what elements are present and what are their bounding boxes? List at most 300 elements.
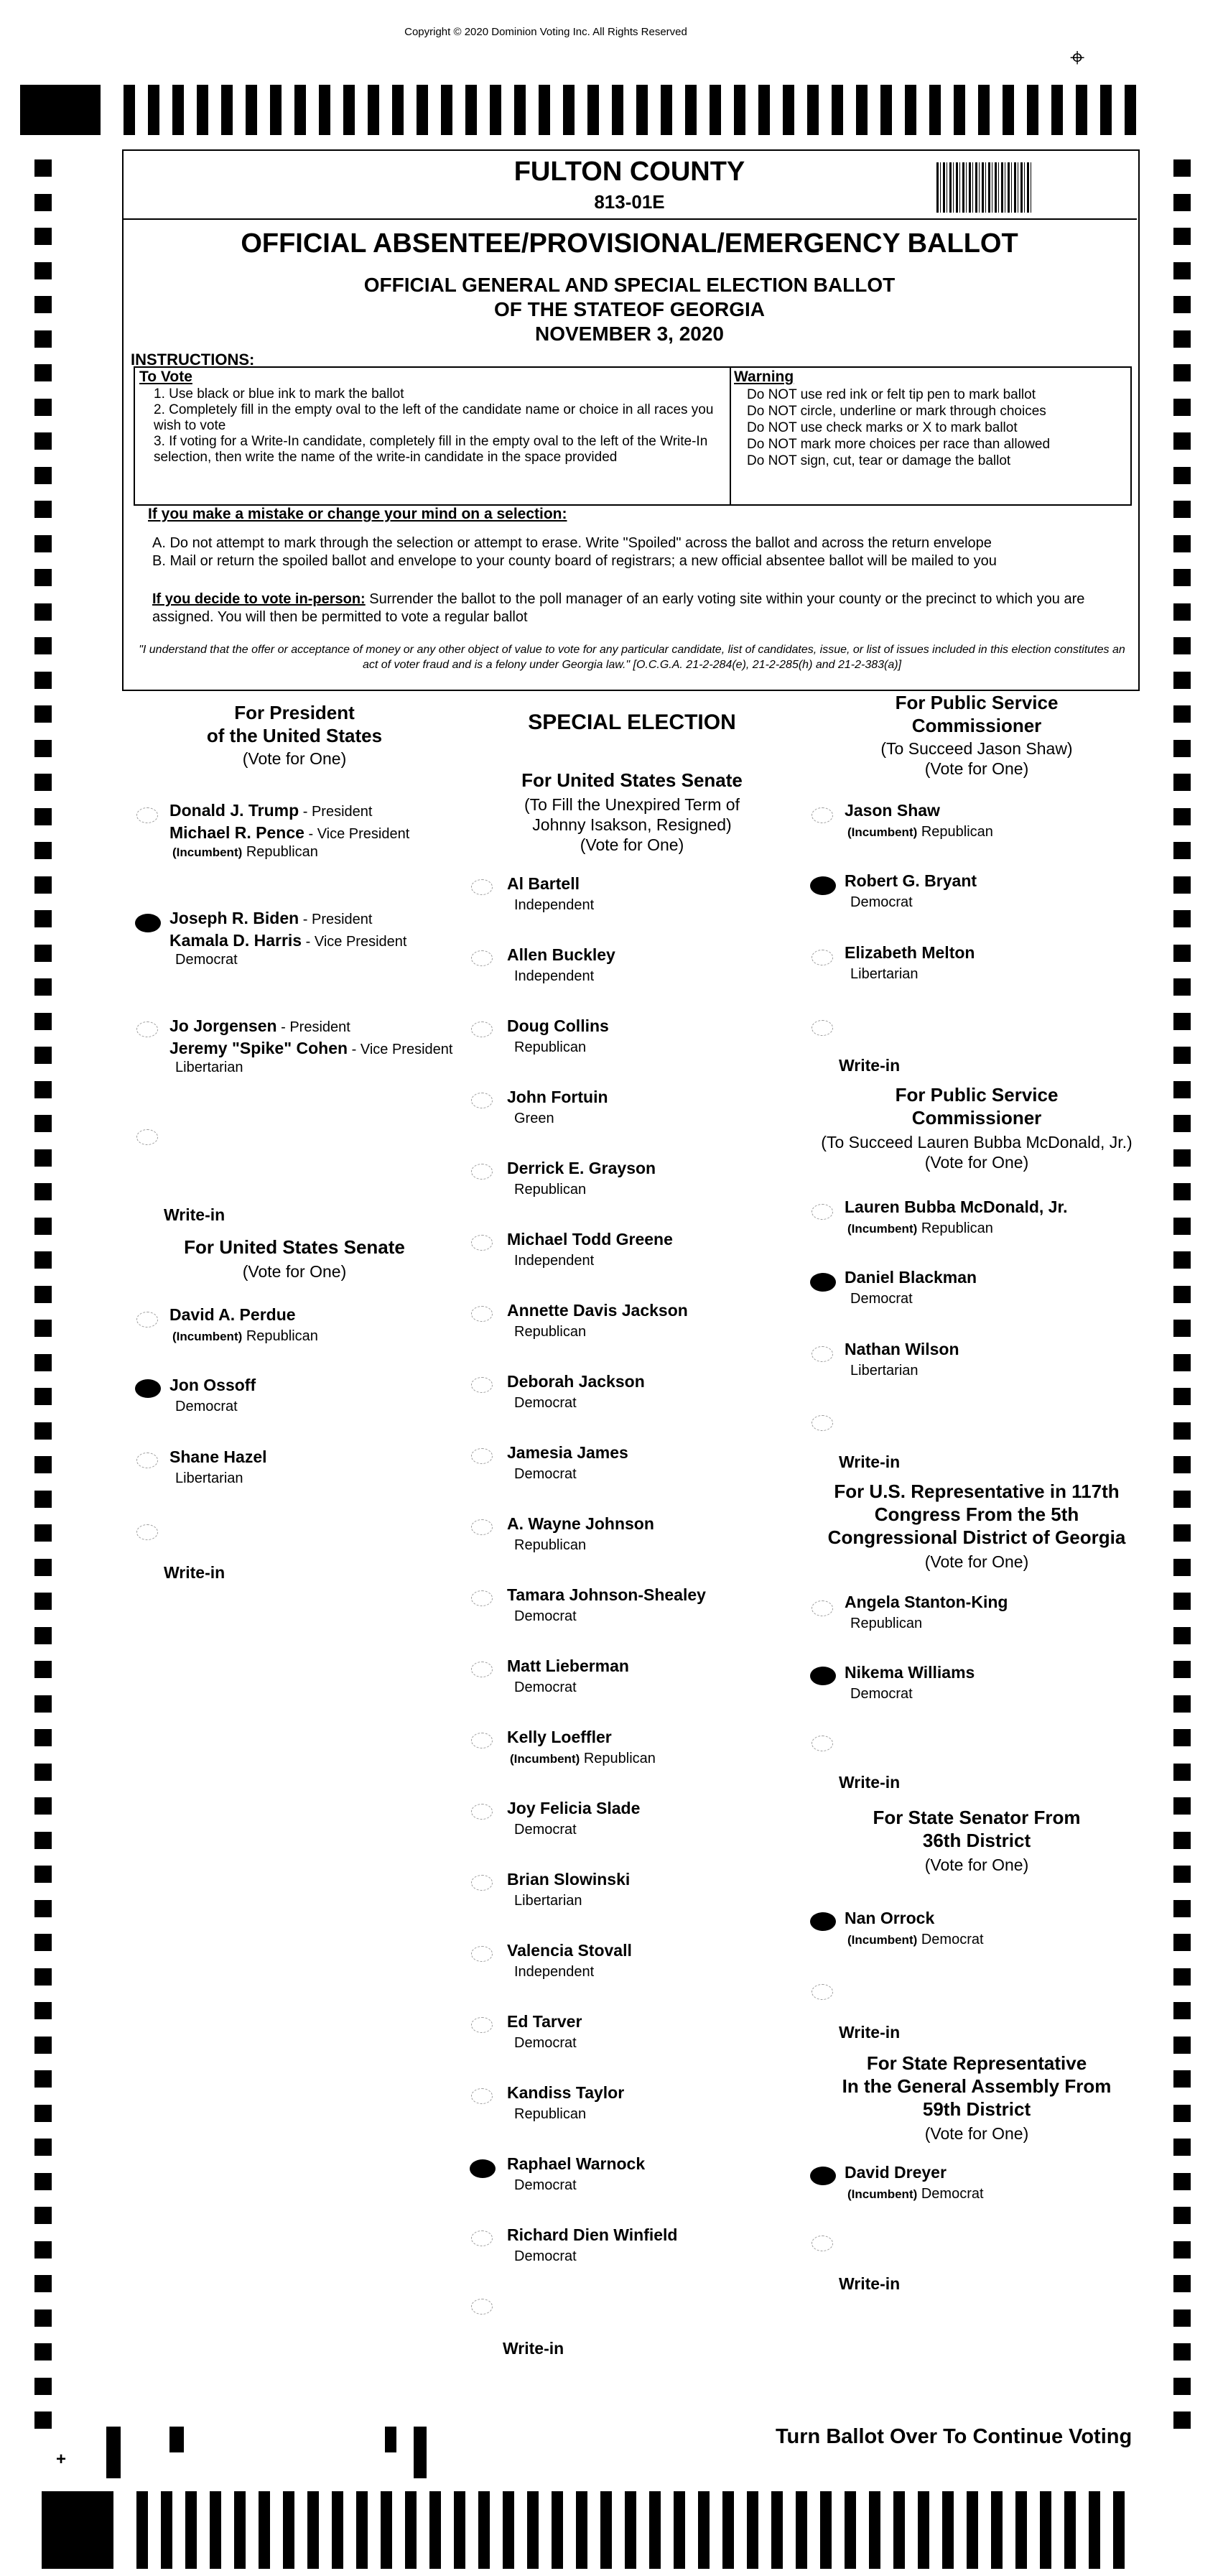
timing-bar: [246, 85, 257, 135]
timing-bar: [625, 2491, 636, 2569]
timing-mark: [34, 1559, 52, 1576]
timing-mark: [1173, 194, 1191, 211]
timing-mark: [34, 2241, 52, 2258]
mistake-a: A. Do not attempt to mark through the selection or attempt to erase. Write "Spoiled" across the ballot and across the return envelope: [152, 535, 992, 551]
party-name: Republican: [514, 1324, 587, 1340]
candidate-ossoff: Jon Ossoff: [169, 1376, 256, 1394]
timing-mark: [34, 1900, 52, 1917]
in-person-text: Surrender the ballot to the poll manager of an early voting site within your county or the precinct to which you are assigned. You will then be permitted to vote a regular ballot: [152, 591, 1085, 625]
timing-mark: [1173, 1081, 1191, 1098]
timing-mark: [34, 1661, 52, 1678]
registration-plus-icon: +: [56, 2450, 67, 2469]
party-name: Democrat: [514, 2035, 577, 2051]
timing-bar: [478, 2491, 490, 2569]
timing-mark: [34, 1764, 52, 1781]
timing-mark: [34, 432, 52, 450]
timing-mark: [1173, 842, 1191, 859]
special-candidate-name: Allen Buckley: [507, 945, 615, 964]
timing-mark: [34, 1183, 52, 1200]
party-name: Democrat: [514, 1608, 577, 1624]
party-name: Libertarian: [175, 1470, 243, 1486]
timing-mark: [1173, 1559, 1191, 1576]
ballot-subtitle: [122, 273, 1137, 346]
candidate-party: [175, 951, 238, 969]
timing-bar: [978, 85, 990, 135]
timing-mark: [34, 2105, 52, 2122]
timing-mark: [1173, 1183, 1191, 1200]
race-title-line: of the United States: [206, 725, 383, 746]
timing-mark: [34, 1218, 52, 1235]
turn-ballot-over-notice: Turn Ballot Over To Continue Voting: [776, 2425, 1133, 2448]
timing-mark: [1173, 1286, 1191, 1303]
timing-mark: [34, 262, 52, 279]
vote-oval[interactable]: [471, 1164, 493, 1180]
timing-mark: [34, 978, 52, 996]
timing-mark: [1173, 159, 1191, 177]
vote-oval[interactable]: [471, 2088, 493, 2104]
timing-mark: [1173, 1047, 1191, 1064]
timing-bar: [319, 85, 330, 135]
timing-mark: [1173, 2343, 1191, 2360]
in-person-heading: If you decide to vote in-person:: [152, 591, 366, 607]
vote-oval[interactable]: [136, 1312, 158, 1328]
party-name: Democrat: [514, 1680, 577, 1695]
race-title-line: For President: [234, 702, 355, 723]
party-name: Democrat: [917, 2186, 984, 2202]
timing-bar: [758, 85, 770, 135]
timing-mark: [1173, 467, 1191, 484]
timing-bar: [734, 85, 745, 135]
timing-bar: [161, 2491, 172, 2569]
in-person-instructions: [152, 590, 1136, 626]
timing-mark: [34, 1354, 52, 1371]
party-name: Democrat: [917, 1932, 984, 1947]
special-candidate-name: Michael Todd Greene: [507, 1230, 673, 1248]
vote-oval[interactable]: [471, 1235, 493, 1251]
vote-oval-filled[interactable]: [810, 2167, 836, 2185]
timing-bar: [856, 85, 868, 135]
timing-bar: [722, 2491, 734, 2569]
timing-bar: [612, 85, 623, 135]
candidate-party: [514, 1252, 594, 1270]
timing-bar: [172, 85, 184, 135]
candidate-party: [847, 2185, 984, 2203]
vote-for-one: (Vote for One): [924, 1855, 1029, 1874]
incumbent-label: (Incumbent): [847, 1933, 918, 1947]
timing-mark: [34, 2309, 52, 2327]
timing-bar: [905, 85, 916, 135]
candidate-party: [514, 1537, 586, 1555]
special-candidate-name: Derrick E. Grayson: [507, 1159, 656, 1177]
timing-mark: [34, 637, 52, 654]
vote-oval-filled[interactable]: [810, 876, 836, 895]
timing-mark: [1173, 1115, 1191, 1132]
write-in-label: Write-in: [503, 2339, 564, 2358]
vote-oval-filled[interactable]: [810, 1667, 836, 1685]
vote-oval[interactable]: [136, 807, 158, 823]
timing-bar: [587, 85, 599, 135]
vote-oval[interactable]: [471, 1519, 493, 1535]
vote-oval[interactable]: [812, 1600, 833, 1616]
candidate-trump-pence: [169, 800, 409, 845]
timing-mark: [34, 1695, 52, 1713]
vote-oval[interactable]: [812, 807, 833, 823]
timing-mark: [34, 2037, 52, 2054]
timing-mark: [1173, 1491, 1191, 1508]
warning-item: Do NOT use check marks or X to mark ballot: [747, 420, 1018, 435]
timing-mark: [34, 2275, 52, 2292]
ballot-title: OFFICIAL ABSENTEE/PROVISIONAL/EMERGENCY BALLOT: [241, 228, 1018, 259]
subtitle-line-2: OF THE STATEOF GEORGIA: [494, 298, 765, 320]
timing-mark: [34, 1797, 52, 1815]
timing-bar: [991, 2491, 1003, 2569]
timing-bar: [942, 2491, 954, 2569]
to-vote-item: 1. Use black or blue ink to mark the ballot: [154, 386, 404, 402]
subtitle-line-1: OFFICIAL GENERAL AND SPECIAL ELECTION BALLOT: [363, 274, 896, 296]
timing-mark: [1173, 2037, 1191, 2054]
party-name: Independent: [514, 1253, 595, 1269]
candidate-party: [514, 968, 594, 986]
incumbent-label: (Incumbent): [847, 2187, 918, 2201]
vote-oval-filled[interactable]: [135, 1379, 161, 1398]
timing-mark: [1173, 2070, 1191, 2088]
timing-mark: [34, 159, 52, 177]
timing-bar: [1051, 85, 1063, 135]
header-divider: [122, 218, 1137, 220]
timing-mark: [1173, 705, 1191, 723]
vote-oval-writein[interactable]: [812, 1736, 833, 1751]
race-special-subtitle: [460, 794, 804, 855]
ballot-code: 813-01E: [594, 191, 665, 213]
special-candidate-name: Joy Felicia Slade: [507, 1799, 641, 1817]
candidate-dreyer: David Dreyer: [845, 2163, 947, 2182]
vote-oval[interactable]: [471, 1733, 493, 1748]
vote-oval[interactable]: [471, 879, 493, 895]
timing-bar: [845, 2491, 856, 2569]
race-sub-line: Johnny Isakson, Resigned): [532, 815, 732, 834]
vote-oval[interactable]: [471, 1021, 493, 1037]
vote-oval[interactable]: [471, 1662, 493, 1677]
write-in-label: Write-in: [164, 1563, 225, 1582]
timing-mark: [34, 1832, 52, 1849]
candidate-party: [172, 1328, 318, 1345]
timing-bar: [148, 85, 159, 135]
timing-bar: [929, 85, 941, 135]
candidate-bryant: Robert G. Bryant: [845, 871, 977, 890]
timing-bar: [441, 85, 452, 135]
timing-mark: [1173, 1866, 1191, 1883]
timing-mark: [1173, 1661, 1191, 1678]
timing-block: [42, 2491, 113, 2569]
vote-oval[interactable]: [471, 1946, 493, 1962]
vote-oval[interactable]: [471, 950, 493, 966]
timing-mark: [34, 1627, 52, 1644]
timing-bar: [210, 2491, 221, 2569]
to-vote-item: 2. Completely fill in the empty oval to the left of the candidate name or choice in all races you wish to vote: [154, 402, 714, 433]
candidate-shaw: Jason Shaw: [845, 801, 940, 820]
warning-item: Do NOT mark more choices per race than allowed: [747, 437, 1051, 452]
timing-mark: [34, 1593, 52, 1610]
timing-bar: [490, 85, 501, 135]
party-name: Republican: [514, 1039, 587, 1055]
race-title-line: 36th District: [922, 1830, 1031, 1851]
special-candidate-name: Ed Tarver: [507, 2012, 582, 2031]
timing-mark: [1173, 876, 1191, 894]
timing-mark: [34, 1047, 52, 1064]
timing-bar: [576, 2491, 587, 2569]
vote-oval[interactable]: [471, 1306, 493, 1322]
timing-mark: [1173, 2002, 1191, 2019]
timing-mark: [34, 910, 52, 927]
special-candidate-name: Al Bartell: [507, 874, 580, 893]
race-psc1-title: [804, 691, 1149, 737]
timing-mark: [1173, 1388, 1191, 1405]
timing-mark: [34, 808, 52, 825]
candidate-stanton-king: Angela Stanton-King: [845, 1593, 1008, 1611]
incumbent-label: (Incumbent): [172, 1330, 243, 1343]
timing-mark: [1173, 945, 1191, 962]
candidate-party: [172, 843, 318, 861]
candidate-party: [850, 1362, 919, 1380]
candidate-party: [175, 1470, 243, 1488]
vote-oval-filled[interactable]: [810, 1273, 836, 1292]
timing-mark: [34, 1968, 52, 1986]
party-name: Democrat: [514, 1466, 577, 1482]
timing-mark: [1173, 1218, 1191, 1235]
vote-oval-writein[interactable]: [812, 1020, 833, 1036]
party-name: Libertarian: [514, 1893, 582, 1909]
vote-oval[interactable]: [471, 1590, 493, 1606]
party-name: Republican: [514, 1182, 587, 1197]
candidate-party: [850, 1615, 922, 1633]
timing-bar: [503, 2491, 514, 2569]
vote-oval-writein[interactable]: [812, 1984, 833, 2000]
party-name: Libertarian: [175, 1060, 243, 1075]
incumbent-label: (Incumbent): [172, 845, 243, 859]
timing-mark: [34, 1729, 52, 1746]
timing-mark: [1173, 1354, 1191, 1371]
warning-list: [747, 386, 1127, 469]
alignment-mark: [106, 2427, 121, 2478]
vote-oval[interactable]: [471, 1875, 493, 1891]
vote-oval-writein[interactable]: [136, 1524, 158, 1540]
timing-mark: [1173, 262, 1191, 279]
candidate-party: [514, 1608, 577, 1626]
timing-bar: [563, 85, 575, 135]
candidate-party: [847, 823, 993, 841]
timing-bar: [454, 2491, 465, 2569]
timing-bar: [429, 2491, 441, 2569]
incumbent-label: (Incumbent): [847, 1222, 918, 1236]
vote-oval[interactable]: [471, 1804, 493, 1820]
write-in-label: Write-in: [839, 1453, 901, 1471]
voter-affirmation: "I understand that the offer or acceptance of money or any other object of value to vote for any particular candidate, list of candidates, issue, or list of issues included in this election constitutes an act of voter fraud and is a felony under Georgia law." [O.C.G.A. 21-2-284(e), 21-2-285(h) and 21-2-383(a)]: [139, 644, 1125, 671]
party-name: Democrat: [850, 894, 913, 910]
timing-mark: [1173, 603, 1191, 621]
race-president-title: [136, 701, 452, 747]
vote-oval-writein[interactable]: [136, 1129, 158, 1145]
party-name: Democrat: [850, 1291, 913, 1307]
timing-mark: [34, 467, 52, 484]
timing-mark: [34, 2378, 52, 2395]
alignment-mark: [385, 2427, 396, 2452]
warning-item: Do NOT use red ink or felt tip pen to mark ballot: [747, 387, 1036, 402]
timing-bar: [259, 2491, 270, 2569]
party-name: Republican: [917, 1220, 993, 1236]
party-name: Libertarian: [850, 966, 919, 982]
instructions-divider: [730, 366, 731, 504]
candidate-role: - Vice President: [304, 826, 410, 842]
candidate-party: [514, 1821, 577, 1839]
timing-mark: [34, 1115, 52, 1132]
write-in-label: Write-in: [839, 2274, 901, 2293]
timing-stripe-top: [20, 85, 1149, 135]
race-title-line: For Public Service: [895, 692, 1059, 713]
timing-mark: [34, 228, 52, 245]
write-in-label: Write-in: [839, 1773, 901, 1792]
timing-mark: [1173, 1524, 1191, 1542]
race-title-line: 59th District: [922, 2098, 1031, 2120]
candidate-party: [514, 1394, 577, 1412]
candidate-party: [175, 1398, 238, 1416]
incumbent-label: (Incumbent): [510, 1752, 580, 1766]
candidate-party: [847, 1220, 993, 1238]
vote-oval[interactable]: [471, 1377, 493, 1393]
timing-bar: [783, 85, 794, 135]
timing-bar: [392, 85, 404, 135]
special-candidate-name: Annette Davis Jackson: [507, 1301, 688, 1320]
write-in-label: Write-in: [839, 1056, 901, 1075]
candidate-party: [514, 1679, 577, 1697]
warning-item: Do NOT sign, cut, tear or damage the ballot: [747, 453, 1011, 468]
special-candidate-name: Kandiss Taylor: [507, 2083, 625, 2102]
instructions-label: INSTRUCTIONS:: [131, 351, 255, 369]
timing-bar: [796, 2491, 807, 2569]
race-sub-line: (To Fill the Unexpired Term of: [524, 795, 740, 814]
candidate-hazel: Shane Hazel: [169, 1447, 267, 1466]
timing-bar: [552, 2491, 563, 2569]
candidate-party: [514, 1892, 582, 1910]
timing-bar: [356, 2491, 368, 2569]
timing-mark: [1173, 1797, 1191, 1815]
mistake-instructions: [152, 534, 1136, 570]
race-title-line: Congressional District of Georgia: [827, 1526, 1126, 1548]
vote-oval-writein[interactable]: [471, 2299, 493, 2315]
vote-oval[interactable]: [471, 1448, 493, 1464]
timing-bar: [747, 2491, 758, 2569]
candidate-role: - President: [299, 804, 373, 820]
party-name: Republican: [242, 1328, 318, 1344]
timing-mark: [1173, 2378, 1191, 2395]
party-name: Democrat: [514, 1395, 577, 1411]
vote-oval[interactable]: [812, 950, 833, 965]
timing-mark: [34, 2343, 52, 2360]
timing-bar: [1015, 2491, 1027, 2569]
candidate-party: [175, 1059, 243, 1077]
party-name: Independent: [514, 1964, 595, 1980]
timing-bar: [270, 85, 282, 135]
timing-mark: [1173, 740, 1191, 757]
vote-oval[interactable]: [812, 1204, 833, 1220]
party-name: Democrat: [850, 1686, 913, 1702]
candidate-jorgensen-cohen: [169, 1016, 452, 1060]
timing-mark: [1173, 808, 1191, 825]
timing-mark: [34, 1081, 52, 1098]
timing-mark: [34, 296, 52, 313]
candidate-blackman: Daniel Blackman: [845, 1268, 977, 1287]
special-candidate-name: Matt Lieberman: [507, 1657, 629, 1675]
timing-bar: [514, 85, 526, 135]
timing-mark: [34, 1320, 52, 1337]
timing-mark: [1173, 2173, 1191, 2190]
race-special-senate-title: For United States Senate: [521, 769, 743, 791]
timing-mark: [1173, 1593, 1191, 1610]
vote-oval-filled[interactable]: [135, 914, 161, 932]
timing-mark: [1173, 1968, 1191, 1986]
timing-bar: [967, 2491, 978, 2569]
timing-mark: [1173, 1729, 1191, 1746]
alignment-mark: [414, 2427, 427, 2478]
timing-mark: [34, 364, 52, 381]
vote-oval-writein[interactable]: [812, 2236, 833, 2251]
timing-mark: [34, 1934, 52, 1951]
timing-mark: [1173, 1832, 1191, 1849]
timing-bar: [649, 2491, 661, 2569]
candidate-party: [514, 1039, 586, 1057]
timing-mark: [1173, 1320, 1191, 1337]
vote-oval-filled[interactable]: [810, 1912, 836, 1931]
vote-oval[interactable]: [136, 1021, 158, 1037]
timing-mark: [34, 1524, 52, 1542]
vote-oval-writein[interactable]: [812, 1415, 833, 1431]
timing-mark: [34, 2139, 52, 2156]
to-vote-item: 3. If voting for a Write-In candidate, completely fill in the empty oval to the left of the Write-In selection, then write the name of the write-in candidate in the space provided: [154, 434, 708, 465]
vote-oval[interactable]: [471, 1093, 493, 1108]
warning-heading: Warning: [734, 369, 794, 385]
special-candidate-name: Raphael Warnock: [507, 2154, 646, 2173]
candidate-party: [514, 2105, 586, 2123]
timing-bar: [600, 2491, 612, 2569]
to-vote-list: [154, 386, 721, 465]
party-name: Independent: [514, 968, 595, 984]
timing-bar: [381, 2491, 392, 2569]
candidate-role: - Vice President: [348, 1042, 453, 1057]
race-senate-title: For United States Senate: [184, 1236, 405, 1258]
timing-mark: [34, 399, 52, 416]
timing-mark: [1173, 2105, 1191, 2122]
timing-mark: [1173, 1251, 1191, 1269]
candidate-name: Joseph R. Biden: [169, 909, 299, 927]
timing-bar: [954, 85, 965, 135]
timing-mark: [1173, 1456, 1191, 1473]
special-candidate-name: Tamara Johnson-Shealey: [507, 1585, 706, 1604]
timing-bar: [1064, 2491, 1076, 2569]
timing-mark: [34, 330, 52, 348]
special-candidate-name: John Fortuin: [507, 1088, 608, 1106]
timing-bar: [405, 2491, 417, 2569]
vote-oval[interactable]: [812, 1346, 833, 1362]
timing-bar: [661, 85, 672, 135]
timing-bar: [527, 2491, 539, 2569]
vote-oval[interactable]: [136, 1453, 158, 1468]
timing-bar: [820, 2491, 832, 2569]
vote-oval[interactable]: [471, 2017, 493, 2033]
registration-mark-icon: ⌖: [1070, 42, 1085, 72]
candidate-melton: Elizabeth Melton: [845, 943, 975, 962]
vote-oval[interactable]: [471, 2230, 493, 2246]
timing-mark: [1173, 330, 1191, 348]
vote-oval-filled[interactable]: [470, 2159, 496, 2178]
